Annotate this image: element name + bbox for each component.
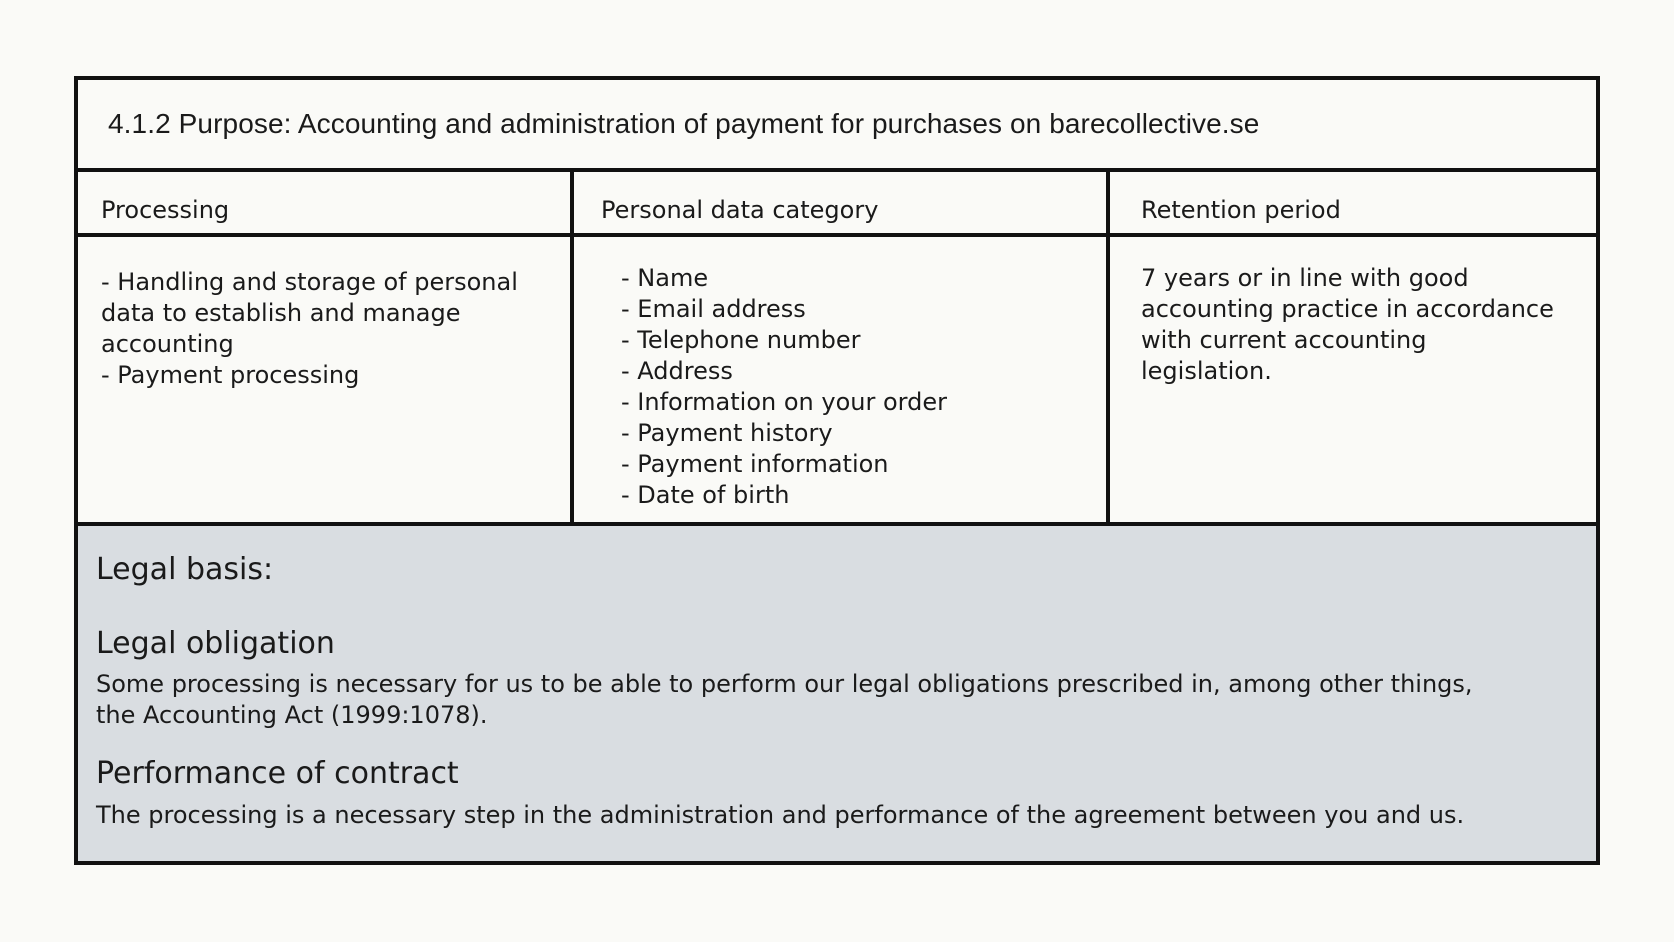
personal-data-item: - Information on your order [621, 388, 947, 416]
processing-header: Processing [101, 196, 230, 224]
personal-data-item: - Payment history [621, 419, 833, 447]
performance-of-contract-text [96, 800, 1464, 831]
retention-line: accounting practice in accordance [1141, 295, 1554, 323]
personal-data-category-header: Personal data category [601, 196, 879, 224]
performance-of-contract-title: Performance of contract [96, 756, 459, 791]
purpose-table [74, 76, 1600, 865]
processing-cell [101, 267, 518, 391]
retention-period-header: Retention period [1141, 196, 1341, 224]
processing-line: - Handling and storage of personal [101, 268, 518, 296]
personal-data-item: - Telephone number [621, 326, 861, 354]
personal-data-item: - Address [621, 357, 733, 385]
retention-line: with current accounting [1141, 326, 1427, 354]
retention-period-cell [1141, 263, 1554, 387]
personal-data-category-cell [621, 263, 947, 511]
processing-line: - Payment processing [101, 361, 360, 389]
personal-data-item: - Email address [621, 295, 806, 323]
processing-line: data to establish and manage [101, 299, 461, 327]
legal-obligation-text [96, 669, 1473, 731]
processing-line: accounting [101, 330, 234, 358]
legal-basis-section [78, 526, 1596, 861]
personal-data-item: - Payment information [621, 450, 889, 478]
title-row [78, 80, 1596, 172]
personal-data-item: - Date of birth [621, 481, 790, 509]
purpose-title: 4.1.2 Purpose: Accounting and administration of payment for purchases on barecollective.se [108, 108, 1260, 139]
personal-data-item: - Name [621, 264, 709, 292]
legal-obligation-line: the Accounting Act (1999:1078). [96, 701, 488, 729]
legal-obligation-line: Some processing is necessary for us to be able to perform our legal obligations prescribed in, among other things, [96, 670, 1473, 698]
legal-obligation-title: Legal obligation [96, 626, 335, 661]
data-row [78, 237, 1596, 526]
performance-of-contract-line: The processing is a necessary step in the administration and performance of the agreement between you and us. [96, 801, 1465, 829]
retention-line: legislation. [1141, 357, 1272, 385]
legal-basis-heading: Legal basis: [96, 552, 274, 587]
retention-line: 7 years or in line with good [1141, 264, 1469, 292]
column-header-row [78, 172, 1596, 237]
